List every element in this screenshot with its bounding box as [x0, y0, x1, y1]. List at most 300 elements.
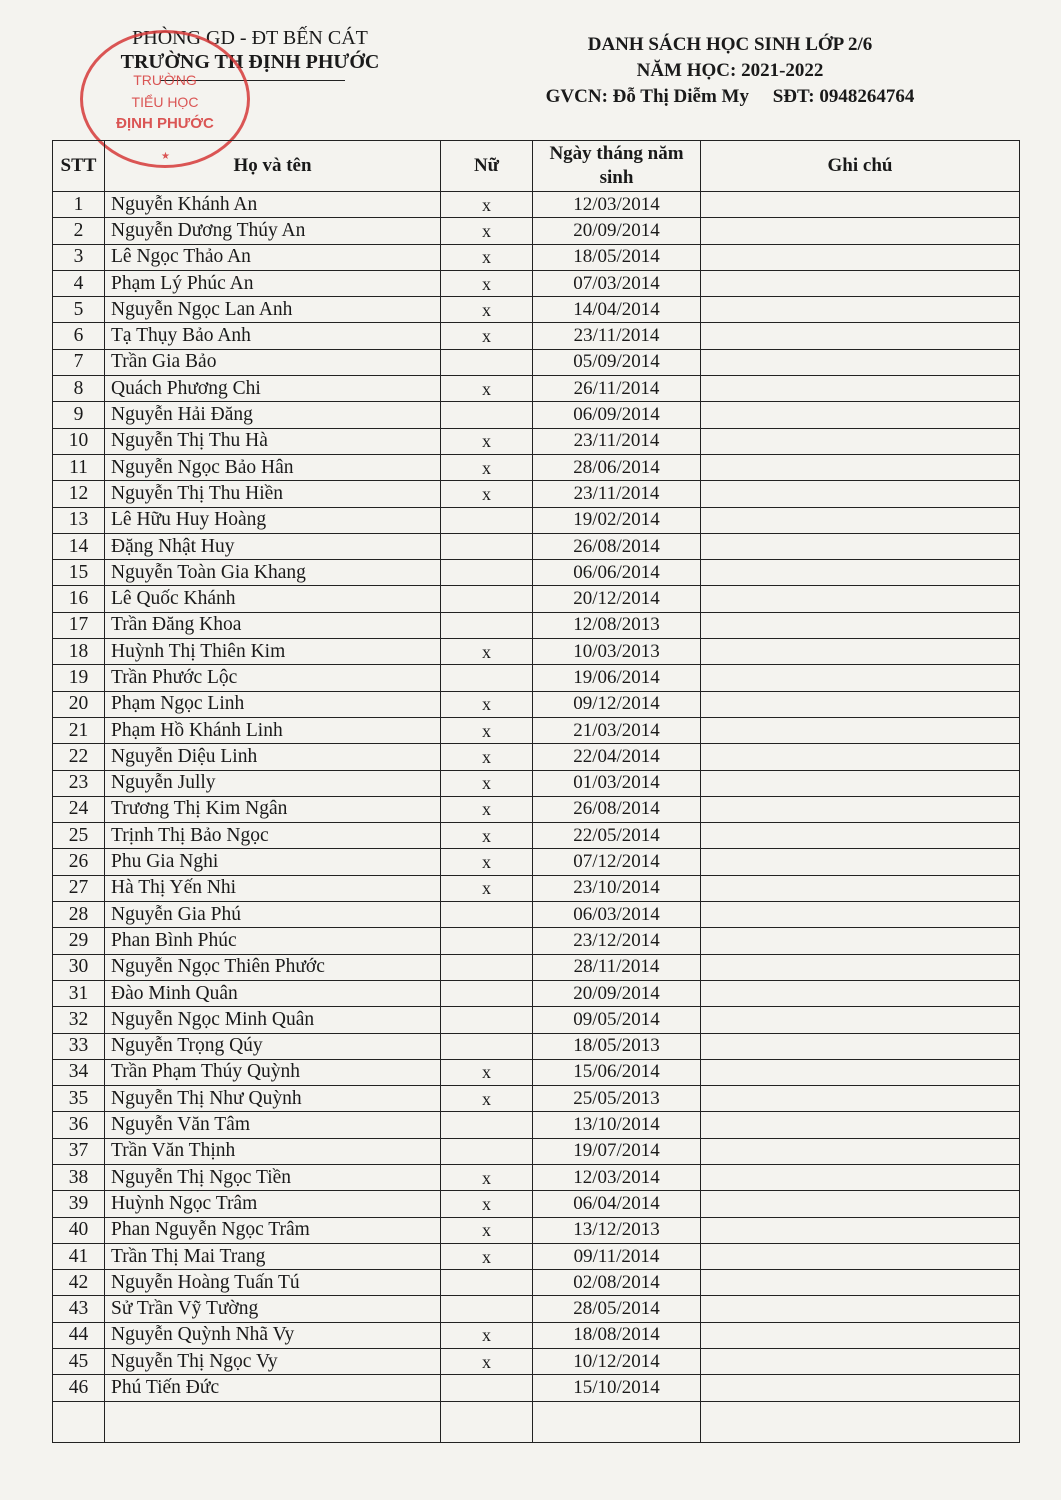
table-row	[53, 954, 1020, 980]
cell-note	[701, 849, 1020, 875]
table-row	[53, 928, 1020, 954]
cell-note	[701, 1322, 1020, 1348]
table-row	[53, 639, 1020, 665]
cell-female	[441, 507, 533, 533]
cell-note	[701, 1243, 1020, 1269]
cell-note	[701, 481, 1020, 507]
cell-female	[441, 902, 533, 928]
cell-stt: 32	[53, 1007, 105, 1033]
cell-dob: 25/05/2013	[533, 1086, 701, 1112]
cell-note	[701, 928, 1020, 954]
cell-female: x	[441, 875, 533, 901]
cell-female: x	[441, 1243, 533, 1269]
cell-dob: 20/09/2014	[533, 218, 701, 244]
cell-female	[441, 1375, 533, 1401]
cell-note	[701, 665, 1020, 691]
table-row	[53, 323, 1020, 349]
cell-female: x	[441, 639, 533, 665]
cell-female: x	[441, 218, 533, 244]
stamp-line-3: ĐỊNH PHƯỚC	[116, 115, 214, 132]
table-row	[53, 1191, 1020, 1217]
cell-dob: 12/03/2014	[533, 192, 701, 218]
cell-name: Nguyễn Văn Tâm	[105, 1112, 441, 1138]
cell-stt: 42	[53, 1270, 105, 1296]
cell-note	[701, 1191, 1020, 1217]
cell-female	[441, 533, 533, 559]
table-row	[53, 376, 1020, 402]
table-row	[53, 1217, 1020, 1243]
table-row	[53, 507, 1020, 533]
cell-note	[701, 218, 1020, 244]
cell-name: Nguyễn Dương Thúy An	[105, 218, 441, 244]
cell-stt: 26	[53, 849, 105, 875]
cell-stt: 28	[53, 902, 105, 928]
cell-note	[701, 349, 1020, 375]
cell-stt: 30	[53, 954, 105, 980]
cell-dob: 02/08/2014	[533, 1270, 701, 1296]
stamp-line-2: TIỂU HỌC	[131, 94, 199, 110]
cell-note	[701, 1007, 1020, 1033]
cell-name: Trần Văn Thịnh	[105, 1138, 441, 1164]
table-row-empty	[53, 1401, 1020, 1442]
cell-name: Nguyễn Quỳnh Nhã Vy	[105, 1322, 441, 1348]
cell-dob: 20/12/2014	[533, 586, 701, 612]
cell-female: x	[441, 1191, 533, 1217]
table-row	[53, 1349, 1020, 1375]
cell-female: x	[441, 1349, 533, 1375]
cell-name: Trần Phạm Thúy Quỳnh	[105, 1059, 441, 1085]
cell-name: Trần Đăng Khoa	[105, 612, 441, 638]
cell-name: Đào Minh Quân	[105, 980, 441, 1006]
cell-stt: 31	[53, 980, 105, 1006]
school-name: TRƯỜNG TH ĐỊNH PHƯỚC	[120, 51, 380, 73]
cell-stt: 23	[53, 770, 105, 796]
table-row	[53, 665, 1020, 691]
cell-name: Nguyễn Gia Phú	[105, 902, 441, 928]
cell-stt: 34	[53, 1059, 105, 1085]
school-year: NĂM HỌC: 2021-2022	[636, 60, 824, 81]
cell-note	[701, 1296, 1020, 1322]
cell-name: Quách Phương Chi	[105, 376, 441, 402]
cell-female: x	[441, 192, 533, 218]
cell-stt: 1	[53, 192, 105, 218]
cell-stt: 36	[53, 1112, 105, 1138]
cell-stt: 46	[53, 1375, 105, 1401]
cell-stt: 39	[53, 1191, 105, 1217]
cell-name: Nguyễn Thị Ngọc Vy	[105, 1349, 441, 1375]
cell-note	[701, 454, 1020, 480]
cell-stt: 43	[53, 1296, 105, 1322]
cell-female: x	[441, 717, 533, 743]
cell-stt: 45	[53, 1349, 105, 1375]
cell-dob: 06/09/2014	[533, 402, 701, 428]
cell-note	[701, 770, 1020, 796]
cell-dob: 07/03/2014	[533, 270, 701, 296]
cell-name: Nguyễn Trọng Qúy	[105, 1033, 441, 1059]
cell-female	[441, 349, 533, 375]
cell-female: x	[441, 481, 533, 507]
cell-name: Nguyễn Ngọc Lan Anh	[105, 297, 441, 323]
cell-stt: 25	[53, 823, 105, 849]
cell-stt: 14	[53, 533, 105, 559]
table-row	[53, 612, 1020, 638]
table-row	[53, 533, 1020, 559]
table-row	[53, 823, 1020, 849]
cell-name: Phan Bình Phúc	[105, 928, 441, 954]
cell-name: Hà Thị Yến Nhi	[105, 875, 441, 901]
cell-female	[441, 1270, 533, 1296]
cell-dob: 23/10/2014	[533, 875, 701, 901]
table-row	[53, 796, 1020, 822]
cell-female: x	[441, 376, 533, 402]
cell-name: Phạm Ngọc Linh	[105, 691, 441, 717]
cell-female	[441, 1112, 533, 1138]
cell-dob: 06/04/2014	[533, 1191, 701, 1217]
cell-stt: 9	[53, 402, 105, 428]
stamp-line-1: TRƯỜNG	[133, 72, 197, 88]
cell-female	[441, 612, 533, 638]
cell-note	[701, 639, 1020, 665]
cell-dob: 01/03/2014	[533, 770, 701, 796]
cell-note	[701, 823, 1020, 849]
cell-note	[701, 796, 1020, 822]
cell-name: Nguyễn Diệu Linh	[105, 744, 441, 770]
table-row	[53, 1322, 1020, 1348]
header-dob: Ngày tháng năm sinh	[533, 141, 701, 192]
cell-note	[701, 1164, 1020, 1190]
cell-stt: 41	[53, 1243, 105, 1269]
cell-stt: 40	[53, 1217, 105, 1243]
cell-note	[701, 323, 1020, 349]
cell-stt: 33	[53, 1033, 105, 1059]
cell-note	[701, 533, 1020, 559]
cell-name: Phu Gia Nghi	[105, 849, 441, 875]
cell-note	[701, 612, 1020, 638]
cell-stt: 19	[53, 665, 105, 691]
cell-stt: 21	[53, 717, 105, 743]
cell-dob: 18/05/2013	[533, 1033, 701, 1059]
cell-stt: 35	[53, 1086, 105, 1112]
cell-stt: 22	[53, 744, 105, 770]
table-row	[53, 1138, 1020, 1164]
cell-female: x	[441, 1322, 533, 1348]
cell-dob: 05/09/2014	[533, 349, 701, 375]
cell-dob: 22/05/2014	[533, 823, 701, 849]
cell-dob: 14/04/2014	[533, 297, 701, 323]
cell-note	[701, 875, 1020, 901]
header-female: Nữ	[441, 141, 533, 192]
table-row	[53, 1164, 1020, 1190]
cell-female	[441, 402, 533, 428]
cell-name: Sử Trần Vỹ Tường	[105, 1296, 441, 1322]
cell-female	[441, 1296, 533, 1322]
cell-stt: 2	[53, 218, 105, 244]
table-row	[53, 218, 1020, 244]
cell-name: Huỳnh Thị Thiên Kim	[105, 639, 441, 665]
table-row	[53, 1375, 1020, 1401]
cell-stt: 17	[53, 612, 105, 638]
cell-stt: 12	[53, 481, 105, 507]
cell-dob: 26/08/2014	[533, 796, 701, 822]
cell-female: x	[441, 849, 533, 875]
table-row	[53, 192, 1020, 218]
cell-note	[701, 1059, 1020, 1085]
cell-name: Lê Hữu Huy Hoàng	[105, 507, 441, 533]
cell-dob: 18/08/2014	[533, 1322, 701, 1348]
cell-note	[701, 192, 1020, 218]
cell-note	[701, 297, 1020, 323]
cell-name: Lê Ngọc Thảo An	[105, 244, 441, 270]
table-row	[53, 1270, 1020, 1296]
cell-stt: 27	[53, 875, 105, 901]
cell-name: Nguyễn Thị Thu Hiền	[105, 481, 441, 507]
cell-name: Phạm Lý Phúc An	[105, 270, 441, 296]
cell-female: x	[441, 270, 533, 296]
cell-note	[701, 980, 1020, 1006]
cell-note	[701, 428, 1020, 454]
cell-note	[701, 717, 1020, 743]
cell-name: Đặng Nhật Huy	[105, 533, 441, 559]
cell-female: x	[441, 744, 533, 770]
document-title-block	[505, 32, 955, 110]
table-row	[53, 1086, 1020, 1112]
cell-female	[441, 980, 533, 1006]
table-row	[53, 297, 1020, 323]
cell-stt: 8	[53, 376, 105, 402]
cell-stt: 4	[53, 270, 105, 296]
cell-note	[701, 744, 1020, 770]
cell-female	[441, 665, 533, 691]
table-row	[53, 744, 1020, 770]
cell-note	[701, 376, 1020, 402]
table-row	[53, 691, 1020, 717]
table-row	[53, 1033, 1020, 1059]
table-row	[53, 1243, 1020, 1269]
cell-empty	[701, 1401, 1020, 1442]
cell-dob: 19/07/2014	[533, 1138, 701, 1164]
cell-dob: 12/03/2014	[533, 1164, 701, 1190]
cell-name: Nguyễn Thị Như Quỳnh	[105, 1086, 441, 1112]
cell-stt: 5	[53, 297, 105, 323]
cell-note	[701, 560, 1020, 586]
cell-female: x	[441, 244, 533, 270]
cell-note	[701, 244, 1020, 270]
table-row	[53, 902, 1020, 928]
table-row	[53, 586, 1020, 612]
cell-note	[701, 1033, 1020, 1059]
cell-name: Trương Thị Kim Ngân	[105, 796, 441, 822]
table-row	[53, 244, 1020, 270]
cell-female: x	[441, 823, 533, 849]
cell-dob: 28/11/2014	[533, 954, 701, 980]
cell-dob: 07/12/2014	[533, 849, 701, 875]
homeroom-teacher: GVCN: Đỗ Thị Diễm My SĐT: 0948264764	[545, 86, 915, 107]
cell-female: x	[441, 1164, 533, 1190]
cell-female	[441, 1138, 533, 1164]
header-name: Họ và tên	[105, 141, 441, 192]
cell-dob: 23/12/2014	[533, 928, 701, 954]
cell-female	[441, 928, 533, 954]
cell-note	[701, 1349, 1020, 1375]
cell-dob: 09/05/2014	[533, 1007, 701, 1033]
cell-dob: 09/12/2014	[533, 691, 701, 717]
cell-female	[441, 1007, 533, 1033]
cell-dob: 15/06/2014	[533, 1059, 701, 1085]
cell-female	[441, 1033, 533, 1059]
table-row	[53, 454, 1020, 480]
cell-empty	[441, 1401, 533, 1442]
stamp-star-icon: ★	[161, 151, 170, 162]
cell-dob: 18/05/2014	[533, 244, 701, 270]
cell-dob: 28/05/2014	[533, 1296, 701, 1322]
cell-dob: 06/03/2014	[533, 902, 701, 928]
cell-female: x	[441, 323, 533, 349]
header-note: Ghi chú	[701, 141, 1020, 192]
cell-stt: 10	[53, 428, 105, 454]
cell-dob: 28/06/2014	[533, 454, 701, 480]
cell-stt: 29	[53, 928, 105, 954]
cell-empty	[105, 1401, 441, 1442]
cell-stt: 15	[53, 560, 105, 586]
cell-female: x	[441, 1059, 533, 1085]
cell-dob: 23/11/2014	[533, 428, 701, 454]
cell-stt: 37	[53, 1138, 105, 1164]
cell-stt: 38	[53, 1164, 105, 1190]
cell-dob: 23/11/2014	[533, 481, 701, 507]
table-row	[53, 1007, 1020, 1033]
table-row	[53, 849, 1020, 875]
cell-stt: 6	[53, 323, 105, 349]
cell-female: x	[441, 297, 533, 323]
cell-note	[701, 954, 1020, 980]
cell-note	[701, 270, 1020, 296]
cell-name: Nguyễn Hoàng Tuấn Tú	[105, 1270, 441, 1296]
cell-female	[441, 560, 533, 586]
cell-name: Nguyễn Ngọc Thiên Phước	[105, 954, 441, 980]
cell-empty	[53, 1401, 105, 1442]
cell-dob: 22/04/2014	[533, 744, 701, 770]
table-row	[53, 770, 1020, 796]
table-row	[53, 428, 1020, 454]
table-row	[53, 402, 1020, 428]
cell-dob: 19/06/2014	[533, 665, 701, 691]
cell-dob: 10/03/2013	[533, 639, 701, 665]
cell-stt: 24	[53, 796, 105, 822]
student-list-table	[52, 140, 1020, 1443]
table-row	[53, 270, 1020, 296]
table-row	[53, 349, 1020, 375]
cell-female: x	[441, 454, 533, 480]
cell-note	[701, 1270, 1020, 1296]
cell-name: Nguyễn Thị Ngọc Tiền	[105, 1164, 441, 1190]
cell-dob: 26/11/2014	[533, 376, 701, 402]
cell-dob: 19/02/2014	[533, 507, 701, 533]
table-row	[53, 875, 1020, 901]
cell-stt: 11	[53, 454, 105, 480]
cell-dob: 10/12/2014	[533, 1349, 701, 1375]
table-row	[53, 1112, 1020, 1138]
document-title: DANH SÁCH HỌC SINH LỚP 2/6	[587, 34, 873, 55]
cell-name: Trần Thị Mai Trang	[105, 1243, 441, 1269]
cell-dob: 13/12/2013	[533, 1217, 701, 1243]
cell-stt: 44	[53, 1322, 105, 1348]
cell-stt: 18	[53, 639, 105, 665]
cell-name: Nguyễn Thị Thu Hà	[105, 428, 441, 454]
cell-female: x	[441, 770, 533, 796]
table-body	[53, 192, 1020, 1443]
cell-name: Nguyễn Ngọc Minh Quân	[105, 1007, 441, 1033]
cell-note	[701, 691, 1020, 717]
department-name: PHÒNG GD - ĐT BẾN CÁT	[132, 27, 368, 49]
cell-name: Phú Tiến Đức	[105, 1375, 441, 1401]
cell-name: Nguyễn Khánh An	[105, 192, 441, 218]
cell-stt: 16	[53, 586, 105, 612]
cell-dob: 09/11/2014	[533, 1243, 701, 1269]
cell-female: x	[441, 1086, 533, 1112]
cell-name: Lê Quốc Khánh	[105, 586, 441, 612]
cell-name: Trần Phước Lộc	[105, 665, 441, 691]
header-stt: STT	[53, 141, 105, 192]
cell-stt: 3	[53, 244, 105, 270]
cell-name: Nguyễn Ngọc Bảo Hân	[105, 454, 441, 480]
table-row	[53, 717, 1020, 743]
cell-dob: 21/03/2014	[533, 717, 701, 743]
table-row	[53, 1059, 1020, 1085]
cell-dob: 26/08/2014	[533, 533, 701, 559]
table-row	[53, 481, 1020, 507]
cell-note	[701, 507, 1020, 533]
cell-empty	[533, 1401, 701, 1442]
cell-name: Phạm Hồ Khánh Linh	[105, 717, 441, 743]
cell-dob: 15/10/2014	[533, 1375, 701, 1401]
cell-stt: 7	[53, 349, 105, 375]
table-header-row	[53, 141, 1020, 192]
cell-note	[701, 586, 1020, 612]
cell-stt: 13	[53, 507, 105, 533]
cell-name: Nguyễn Toàn Gia Khang	[105, 560, 441, 586]
cell-note	[701, 1217, 1020, 1243]
table-row	[53, 980, 1020, 1006]
cell-name: Nguyễn Hải Đăng	[105, 402, 441, 428]
cell-female: x	[441, 796, 533, 822]
cell-name: Tạ Thụy Bảo Anh	[105, 323, 441, 349]
cell-name: Huỳnh Ngọc Trâm	[105, 1191, 441, 1217]
cell-female	[441, 586, 533, 612]
cell-name: Trần Gia Bảo	[105, 349, 441, 375]
cell-name: Phan Nguyễn Ngọc Trâm	[105, 1217, 441, 1243]
cell-note	[701, 402, 1020, 428]
table-row	[53, 1296, 1020, 1322]
cell-female: x	[441, 1217, 533, 1243]
cell-note	[701, 1375, 1020, 1401]
cell-dob: 12/08/2013	[533, 612, 701, 638]
cell-note	[701, 1086, 1020, 1112]
cell-dob: 13/10/2014	[533, 1112, 701, 1138]
cell-name: Trịnh Thị Bảo Ngọc	[105, 823, 441, 849]
cell-name: Nguyễn Jully	[105, 770, 441, 796]
cell-note	[701, 902, 1020, 928]
cell-dob: 20/09/2014	[533, 980, 701, 1006]
cell-note	[701, 1112, 1020, 1138]
table-row	[53, 560, 1020, 586]
cell-dob: 06/06/2014	[533, 560, 701, 586]
cell-female	[441, 954, 533, 980]
cell-female: x	[441, 428, 533, 454]
cell-female: x	[441, 691, 533, 717]
cell-stt: 20	[53, 691, 105, 717]
cell-dob: 23/11/2014	[533, 323, 701, 349]
cell-note	[701, 1138, 1020, 1164]
